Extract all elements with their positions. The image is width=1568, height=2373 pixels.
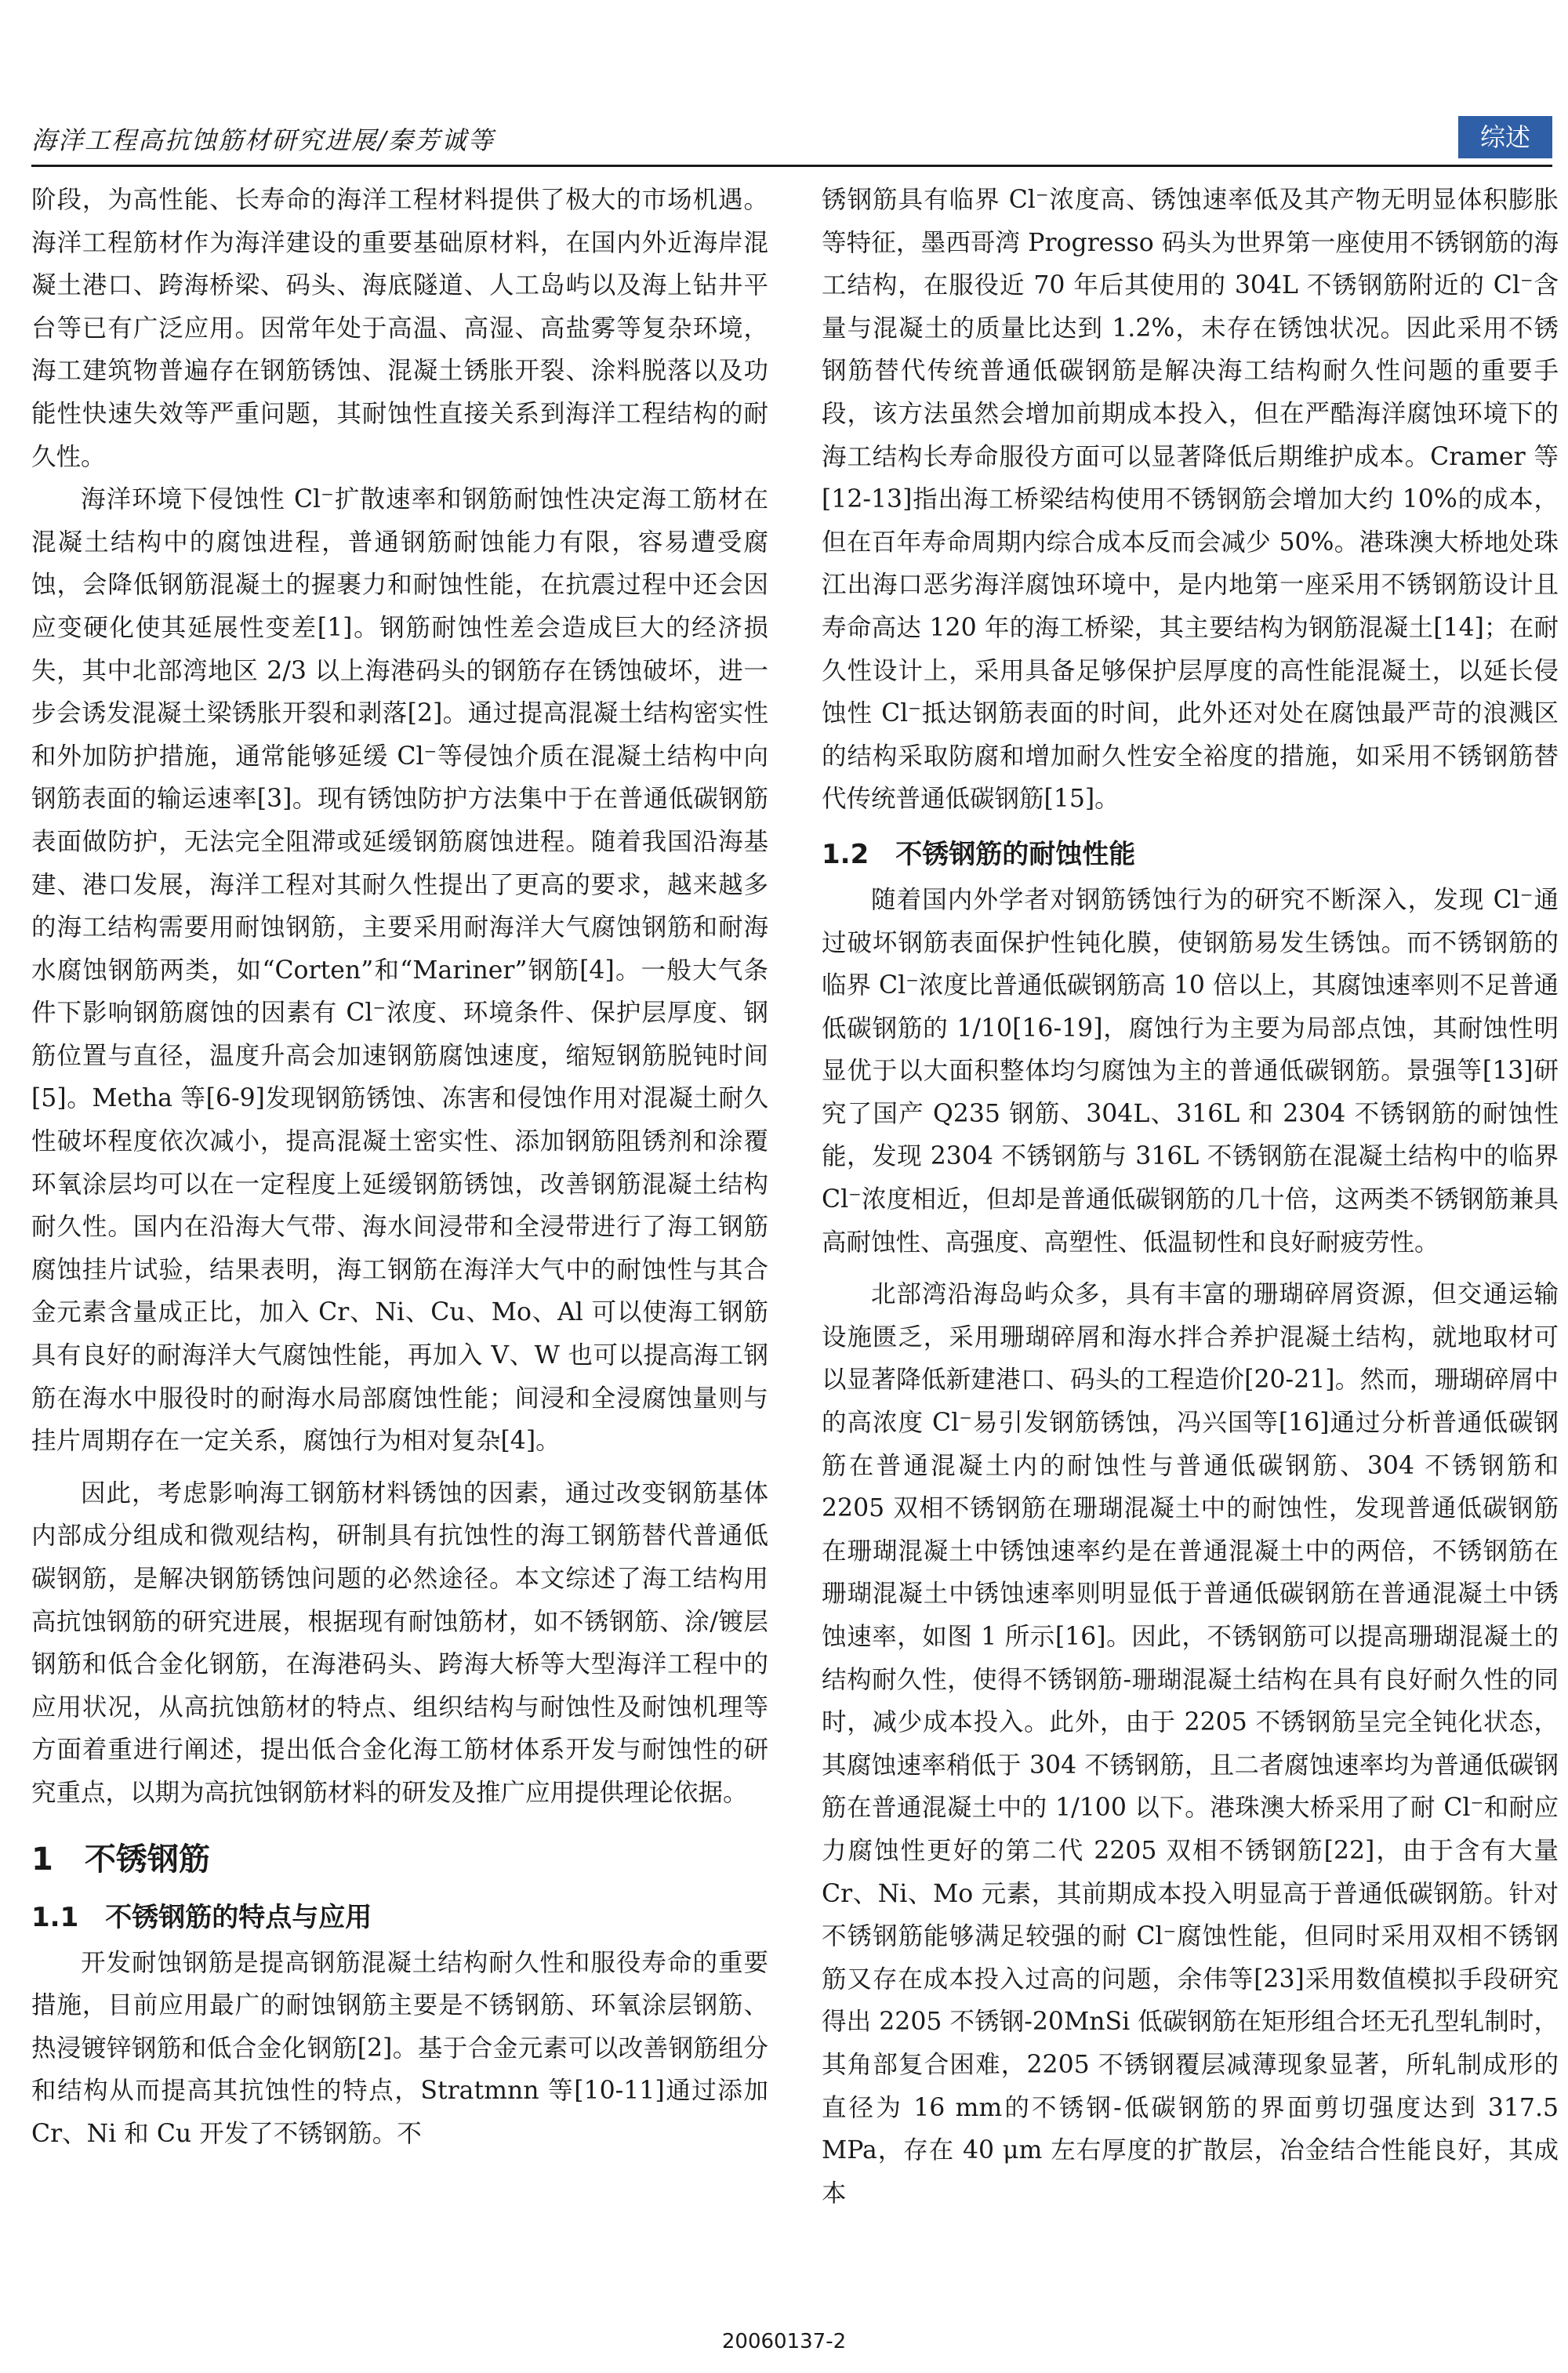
subsection-heading: 1.2 不锈钢筋的耐蚀性能 [822,838,1136,870]
section-badge: 综述 [1458,116,1552,158]
paragraph: 阶段，为高性能、长寿命的海洋工程材料提供了极大的市场机遇。海洋工程筋材作为海洋建设的重要基础原材料，在国内外近海岸混凝土港口、跨海桥梁、码头、海底隧道、人工岛屿以及海上钻井平台等已有广泛应用。因常年处于高温、高湿、高盐雾等复杂环境，海工建筑物普遍存在钢筋锈蚀、混凝土锈胀开裂、涂料脱落以及功能性快速失效等严重问题，其耐蚀性直接关系到海洋工程结构的耐久性。 [31,186,768,471]
paragraph: 因此，考虑影响海工钢筋材料锈蚀的因素，通过改变钢筋基体内部成分组成和微观结构，研制具有抗蚀性的海工钢筋替代普通低碳钢筋，是解决钢筋锈蚀问题的必然途径。本文综述了海工结构用高抗蚀钢筋的研究进展，根据现有耐蚀筋材，如不锈钢筋、涂/镀层钢筋和低合金化钢筋，在海港码头、跨海大桥等大型海洋工程中的应用状况，从高抗蚀筋材的特点、组织结构与耐蚀性及耐蚀机理等方面着重进行阐述，提出低合金化海工筋材体系开发与耐蚀性的研究重点，以期为高抗蚀钢筋材料的研发及推广应用提供理论依据。 [31,1479,768,1807]
paragraph: 随着国内外学者对钢筋锈蚀行为的研究不断深入，发现 Cl⁻通过破坏钢筋表面保护性钝化膜，使钢筋易发生锈蚀。而不锈钢筋的临界 Cl⁻浓度比普通低碳钢筋高 10 倍以上，其腐蚀速率则不足普通低碳钢筋的 1/10[16-19]，腐蚀行为主要为局部点蚀，其耐蚀性明显优于以大面积整体均匀腐蚀为主的普通低碳钢筋。景强等[13]研究了国产 Q235 钢筋、304L、316L 和 2304 不锈钢筋的耐蚀性能，发现 2304 不锈钢筋与 316L 不锈钢筋在混凝土结构中的临界 Cl⁻浓度相近，但却是普通低碳钢筋的几十倍，这两类不锈钢筋兼具高耐蚀性、高强度、高塑性、低温韧性和良好耐疲劳性。 [822,885,1559,1257]
running-header [31,116,1552,167]
running-title: 海洋工程高抗蚀筋材研究进展/秦芳诚等 [31,125,495,155]
page-footer-id: 20060137-2 [721,2330,847,2353]
paragraph: 开发耐蚀钢筋是提高钢筋混凝土结构耐久性和服役寿命的重要措施，目前应用最广的耐蚀钢筋主要是不锈钢筋、环氧涂层钢筋、热浸镀锌钢筋和低合金化钢筋[2]。基于合金元素可以改善钢筋组分和结构从而提高其抗蚀性的特点，Stratmnn 等[10-11]通过添加 Cr、Ni 和 Cu 开发了不锈钢筋。不 [31,1948,768,2148]
paragraph: 锈钢筋具有临界 Cl⁻浓度高、锈蚀速率低及其产物无明显体积膨胀等特征，墨西哥湾 Progresso 码头为世界第一座使用不锈钢筋的海工结构，在服役近 70 年后其使用的 304L 不锈钢筋附近的 Cl⁻含量与混凝土的质量比达到 1.2%，未存在锈蚀状况。因此采用不锈钢筋替代传统普通低碳钢筋是解决海工结构耐久性问题的重要手段，该方法虽然会增加前期成本投入，但在严酷海洋腐蚀环境下的海工结构长寿命服役方面可以显著降低后期维护成本。Cramer 等[12-13]指出海工桥梁结构使用不锈钢筋会增加大约 10%的成本，但在百年寿命周期内综合成本反而会减少 50%。港珠澳大桥地处珠江出海口恶劣海洋腐蚀环境中，是内地第一座采用不锈钢筋设计且寿命高达 120 年的海工桥梁，其主要结构为钢筋混凝土[14]；在耐久性设计上，采用具备足够保护层厚度的高性能混凝土，以延长侵蚀性 Cl⁻抵达钢筋表面的时间，此外还对处在腐蚀最严苛的浪溅区的结构采取防腐和增加耐久性安全裕度的措施，如采用不锈钢筋替代传统普通低碳钢筋[15]。 [822,186,1559,814]
section-heading: 1 不锈钢筋 [31,1841,210,1878]
paragraph: 北部湾沿海岛屿众多，具有丰富的珊瑚碎屑资源，但交通运输设施匮乏，采用珊瑚碎屑和海水拌合养护混凝土结构，就地取材可以显著降低新建港口、码头的工程造价[20-21]。然而，珊瑚碎屑中的高浓度 Cl⁻易引发钢筋锈蚀，冯兴国等[16]通过分析普通低碳钢筋在普通混凝土内的耐蚀性与普通低碳钢筋、304 不锈钢筋和 2205 双相不锈钢筋在珊瑚混凝土中的耐蚀性，发现普通低碳钢筋在珊瑚混凝土中锈蚀速率约是在普通混凝土中的两倍，不锈钢筋在珊瑚混凝土中锈蚀速率则明显低于普通低碳钢筋在普通混凝土中锈蚀速率，如图 1 所示[16]。因此，不锈钢筋可以提高珊瑚混凝土的结构耐久性，使得不锈钢筋-珊瑚混凝土结构在具有良好耐久性的同时，减少成本投入。此外，由于 2205 不锈钢筋呈完全钝化状态，其腐蚀速率稍低于 304 不锈钢筋，且二者腐蚀速率均为普通低碳钢筋在普通混凝土中的 1/100 以下。港珠澳大桥采用了耐 Cl⁻和耐应力腐蚀性更好的第二代 2205 双相不锈钢筋[22]，由于含有大量 Cr、Ni、Mo 元素，其前期成本投入明显高于普通低碳钢筋。针对不锈钢筋能够满足较强的耐 Cl⁻腐蚀性能，但同时采用双相不锈钢筋又存在成本投入过高的问题，余伟等[23]采用数值模拟手段研究得出 2205 不锈钢-20MnSi 低碳钢筋在矩形组合坯无孔型轧制时，其角部复合困难，2205 不锈钢覆层减薄现象显著，所轧制成形的直径为 16 mm的不锈钢-低碳钢筋的界面剪切强度达到 317.5 MPa，存在 40 μm 左右厚度的扩散层，冶金结合性能良好，其成本 [822,1280,1559,2208]
subsection-heading: 1.1 不锈钢筋的特点与应用 [31,1901,372,1933]
left-column [31,179,768,2156]
paragraph: 海洋环境下侵蚀性 Cl⁻扩散速率和钢筋耐蚀性决定海工筋材在混凝土结构中的腐蚀进程，普通钢筋耐蚀能力有限，容易遭受腐蚀，会降低钢筋混凝土的握裹力和耐蚀性能，在抗震过程中还会因应变硬化使其延展性变差[1]。钢筋耐蚀性差会造成巨大的经济损失，其中北部湾地区 2/3 以上海港码头的钢筋存在锈蚀破坏，进一步会诱发混凝土梁锈胀开裂和剥落[2]。通过提高混凝土结构密实性和外加防护措施，通常能够延缓 Cl⁻等侵蚀介质在混凝土结构中向钢筋表面的输运速率[3]。现有锈蚀防护方法集中于在普通低碳钢筋表面做防护，无法完全阻滞或延缓钢筋腐蚀进程。随着我国沿海基建、港口发展，海洋工程对其耐久性提出了更高的要求，越来越多的海工结构需要用耐蚀钢筋，主要采用耐海洋大气腐蚀钢筋和耐海水腐蚀钢筋两类，如“Corten”和“Mariner”钢筋[4]。一般大气条件下影响钢筋腐蚀的因素有 Cl⁻浓度、环境条件、保护层厚度、钢筋位置与直径，温度升高会加速钢筋腐蚀速度，缩短钢筋脱钝时间[5]。Metha 等[6-9]发现钢筋锈蚀、冻害和侵蚀作用对混凝土耐久性破坏程度依次减小，提高混凝土密实性、添加钢筋阻锈剂和涂覆环氧涂层均可以在一定程度上延缓钢筋锈蚀，改善钢筋混凝土结构耐久性。国内在沿海大气带、海水间浸带和全浸带进行了海工钢筋腐蚀挂片试验，结果表明，海工钢筋在海洋大气中的耐蚀性与其合金元素含量成正比，加入 Cr、Ni、Cu、Mo、Al 可以使海工钢筋具有良好的耐海洋大气腐蚀性能，再加入 V、W 也可以提高海工钢筋在海水中服役时的耐海水局部腐蚀性能；间浸和全浸腐蚀量则与挂片周期存在一定关系，腐蚀行为相对复杂[4]。 [31,485,768,1456]
right-column [822,179,1559,2215]
